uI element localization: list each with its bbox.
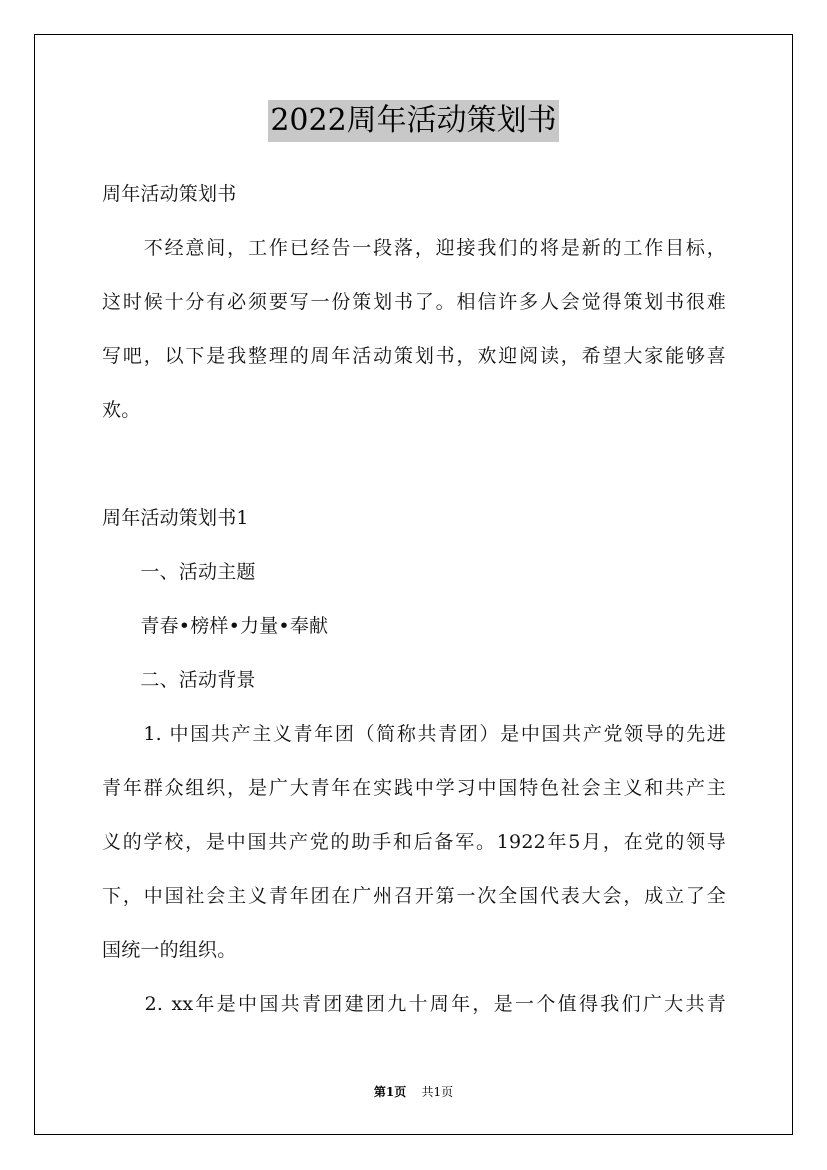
paragraph-line: 不经意间，工作已经告一段落，迎接我们的将是新的工作目标， <box>102 237 726 259</box>
page-footer <box>0 1084 827 1100</box>
paragraph-line: 国统一的组织。 <box>102 939 237 961</box>
page-number: 第1页 <box>373 1085 407 1099</box>
paragraph-line: 义的学校，是中国共产党的助手和后备军。1922年5月，在党的领导 <box>102 831 726 853</box>
paragraph-line: 2. xx年是中国共青团建团九十周年，是一个值得我们广大共青 <box>102 993 726 1015</box>
title-container <box>0 100 827 142</box>
paragraph-line: 写吧，以下是我整理的周年活动策划书，欢迎阅读，希望大家能够喜 <box>102 345 726 367</box>
paragraph-line: 青年群众组织，是广大青年在实践中学习中国特色社会主义和共产主 <box>102 777 726 799</box>
paragraph-line: 欢。 <box>102 399 141 421</box>
document-title: 2022周年活动策划书 <box>268 100 558 142</box>
paragraph-line: 下，中国社会主义青年团在广州召开第一次全国代表大会，成立了全 <box>102 885 726 907</box>
section-heading: 周年活动策划书1 <box>102 507 249 529</box>
paragraph-line: 这时候十分有必须要写一份策划书了。相信许多人会觉得策划书很难 <box>102 291 726 313</box>
section-heading: 周年活动策划书 <box>102 183 237 205</box>
paragraph-line: 1. 中国共产主义青年团（简称共青团）是中国共产党领导的先进 <box>102 723 726 745</box>
subheading: 一、活动主题 <box>102 561 256 583</box>
page-total: 共1页 <box>421 1085 454 1099</box>
subheading: 二、活动背景 <box>102 669 256 691</box>
theme-line: 青春•榜样•力量•奉献 <box>102 615 329 637</box>
